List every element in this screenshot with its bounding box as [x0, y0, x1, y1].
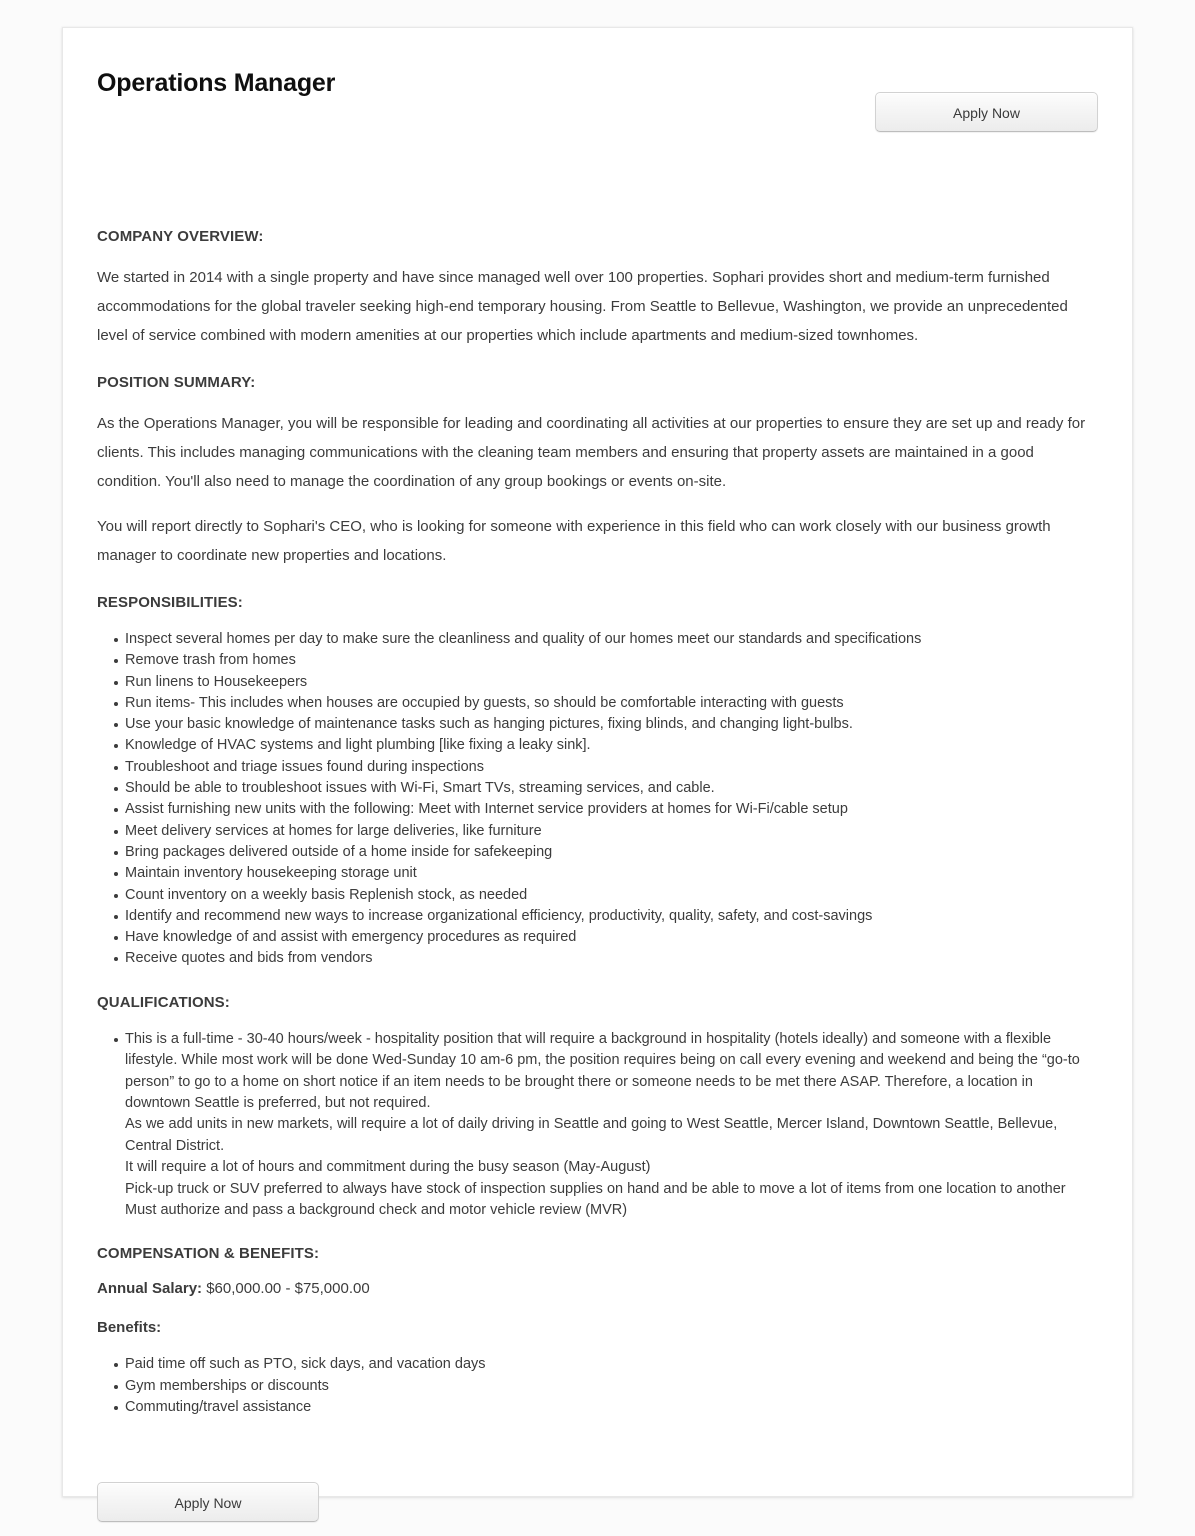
list-item: Count inventory on a weekly basis Replenish stock, as needed	[97, 885, 1098, 906]
list-item: Run items- This includes when houses are occupied by guests, so should be comfortable interacting with guests	[97, 693, 1098, 714]
list-item	[97, 1029, 1098, 1222]
section-compensation-benefits	[97, 1245, 1098, 1418]
qualifications-list	[97, 1029, 1098, 1222]
position-summary-heading: POSITION SUMMARY:	[97, 374, 256, 391]
benefits-label: Benefits:	[97, 1319, 162, 1337]
apply-now-button-top[interactable]: Apply Now	[875, 92, 1098, 132]
list-item: Inspect several homes per day to make sure the cleanliness and quality of our homes meet our standards and specifications	[97, 629, 1098, 650]
annual-salary-line	[97, 1280, 1098, 1297]
list-item: Have knowledge of and assist with emergency procedures as required	[97, 927, 1098, 948]
job-posting-card	[62, 27, 1133, 1512]
section-company-overview	[97, 228, 1098, 350]
qualification-line: It will require a lot of hours and commitment during the busy season (May-August)	[125, 1159, 651, 1176]
list-item: Troubleshoot and triage issues found during inspections	[97, 757, 1098, 778]
compensation-heading: COMPENSATION & BENEFITS:	[97, 1245, 320, 1263]
list-item: Paid time off such as PTO, sick days, and vacation days	[97, 1354, 1098, 1375]
list-item: Gym memberships or discounts	[97, 1376, 1098, 1397]
annual-salary-label: Annual Salary:	[97, 1280, 203, 1298]
list-item: Identify and recommend new ways to increase organizational efficiency, productivity, quality, safety, and cost-savings	[97, 906, 1098, 927]
responsibilities-heading: RESPONSIBILITIES:	[97, 594, 243, 611]
apply-now-button-bottom[interactable]: Apply Now	[97, 1482, 319, 1522]
list-item: Commuting/travel assistance	[97, 1397, 1098, 1418]
annual-salary-value: $60,000.00 - $75,000.00	[206, 1280, 370, 1298]
list-item: Receive quotes and bids from vendors	[97, 948, 1098, 969]
qualification-line: This is a full-time - 30-40 hours/week - hospitality position that will require a background in hospitality (hotels ideally) and someone with a flexible lifestyle. While most work will be done Wed-Sunday 10 am-6 pm, the position requires being on call every evening and weekend and being the “go-to person” to go to a home on short notice if an item needs to be brought there or someone needs to be met there ASAP. Therefore, a location in downtown Seattle is preferred, but not required.	[125, 1030, 1080, 1111]
company-overview-heading: COMPANY OVERVIEW:	[97, 228, 264, 245]
list-item: Remove trash from homes	[97, 650, 1098, 671]
page-title: Operations Manager	[97, 69, 336, 97]
page-header	[97, 56, 1098, 152]
section-qualifications	[97, 994, 1098, 1222]
qualification-line: Must authorize and pass a background check and motor vehicle review (MVR)	[125, 1202, 628, 1218]
responsibilities-list	[97, 629, 1098, 970]
list-item: Assist furnishing new units with the following: Meet with Internet service providers at homes for Wi-Fi/cable setup	[97, 799, 1098, 820]
benefits-list	[97, 1354, 1098, 1418]
position-summary-paragraph-2: You will report directly to Sophari's CEO, who is looking for someone with experience in this field who can work closely with our business growth manager to coordinate new properties and locations.	[97, 518, 1051, 564]
list-item: Knowledge of HVAC systems and light plumbing [like fixing a leaky sink].	[97, 735, 1098, 756]
list-item: Run linens to Housekeepers	[97, 672, 1098, 693]
list-item: Should be able to troubleshoot issues with Wi-Fi, Smart TVs, streaming services, and cable.	[97, 778, 1098, 799]
qualification-line: Pick-up truck or SUV preferred to always have stock of inspection supplies on hand and be able to move a lot of items from one location to another	[125, 1180, 1066, 1197]
list-item: Bring packages delivered outside of a home inside for safekeeping	[97, 842, 1098, 863]
qualification-line: As we add units in new markets, will require a lot of daily driving in Seattle and going to West Seattle, Mercer Island, Downtown Seattle, Bellevue, Central District.	[125, 1116, 1058, 1154]
list-item: Use your basic knowledge of maintenance tasks such as hanging pictures, fixing blinds, and changing light-bulbs.	[97, 714, 1098, 735]
section-responsibilities	[97, 594, 1098, 970]
list-item: Maintain inventory housekeeping storage unit	[97, 863, 1098, 884]
list-item: Meet delivery services at homes for large deliveries, like furniture	[97, 821, 1098, 842]
position-summary-paragraph-1: As the Operations Manager, you will be responsible for leading and coordinating all activities at our properties to ensure they are set up and ready for clients. This includes managing communications with the cleaning team members and ensuring that property assets are maintained in a good condition. You'll also need to manage the coordination of any group bookings or events on-site.	[97, 415, 1086, 490]
company-overview-paragraph: We started in 2014 with a single property and have since managed well over 100 properties. Sophari provides short and medium-term furnished accommodations for the global traveler seeking high-end temporary housing. From Seattle to Bellevue, Washington, we provide an unprecedented level of service combined with modern amenities at our properties which include apartments and medium-sized townhomes.	[97, 269, 1068, 344]
qualifications-heading: QUALIFICATIONS:	[97, 993, 230, 1011]
job-description-body	[97, 228, 1098, 1522]
section-position-summary	[97, 374, 1098, 570]
